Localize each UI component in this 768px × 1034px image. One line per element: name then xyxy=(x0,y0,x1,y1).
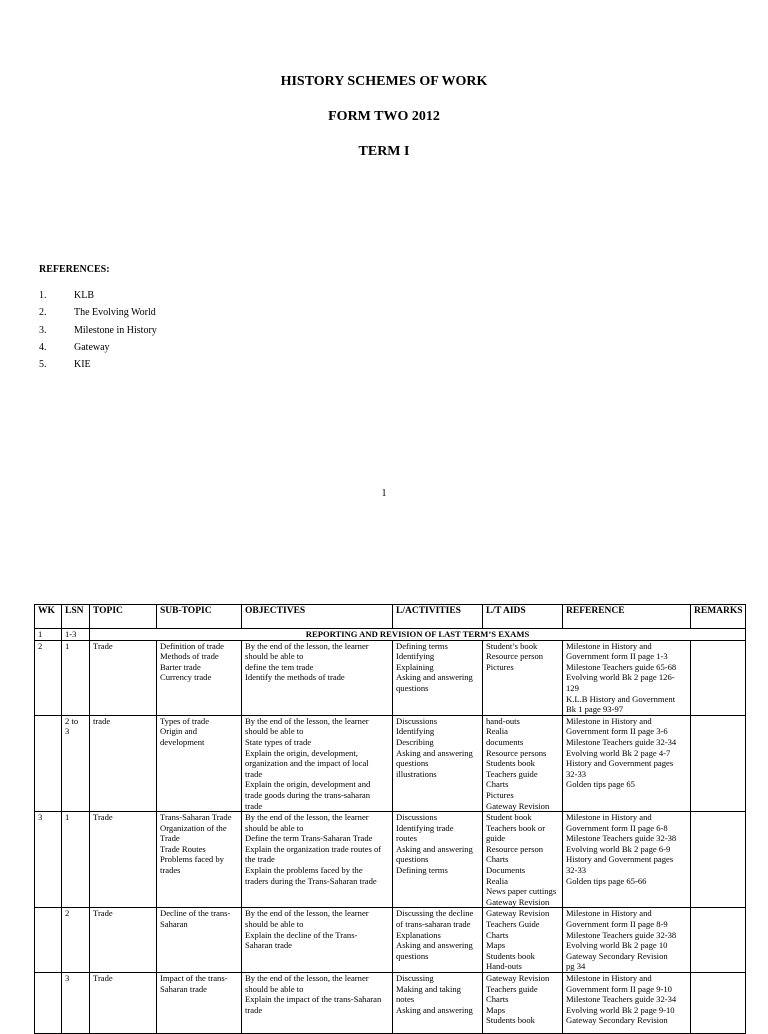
cell-line: Charts xyxy=(486,994,509,1005)
cell-line: hand-outs xyxy=(486,715,520,726)
reference-number: 5. xyxy=(39,359,47,371)
cell-line: Describing xyxy=(396,736,434,747)
cell-line: Defining terms xyxy=(396,865,448,876)
cell-line: should be able to xyxy=(245,726,304,737)
header-remarks: REMARKS xyxy=(691,605,746,629)
cell-lsn xyxy=(62,812,90,908)
table-row xyxy=(35,812,746,908)
cell-line: questions xyxy=(396,854,429,865)
cell-line: Realia xyxy=(486,875,508,886)
reference-text: KIE xyxy=(74,359,91,371)
cell-wk xyxy=(35,973,62,1034)
reference-item xyxy=(39,359,157,376)
cell-activities xyxy=(393,812,483,908)
reference-item xyxy=(39,342,157,359)
cell-line: Discussions xyxy=(396,812,438,823)
cell-line: Explain the problems faced by the xyxy=(245,865,363,876)
cell-remarks xyxy=(691,640,746,715)
cell-line: Teachers guide xyxy=(486,768,538,779)
cell-line: 1 xyxy=(65,640,70,651)
cell-lsn xyxy=(62,908,90,973)
cell-line: development xyxy=(160,736,205,747)
table-row xyxy=(35,908,746,973)
page-number: 1 xyxy=(381,488,387,499)
cell-line: should be able to xyxy=(245,983,304,994)
cell-line: Asking and answering xyxy=(396,672,473,683)
cell-line: Definition of trade xyxy=(160,640,224,651)
cell-line: Milestone Teachers guide 65-68 xyxy=(566,661,677,672)
cell-objectives xyxy=(242,640,393,715)
cell-line: Trans-Saharan Trade xyxy=(160,812,232,823)
cell-line: Saharan xyxy=(160,919,188,930)
cell-wk: 3 xyxy=(35,812,62,908)
cell-subtopic xyxy=(157,973,242,1034)
cell-line: Gateway Revision xyxy=(486,908,550,919)
cell-line: pg 34 xyxy=(566,961,586,972)
cell-wk: 2 xyxy=(35,640,62,715)
cell-line: Evolving world Bk 2 page 126- xyxy=(566,672,675,683)
cell-line: Milestone Teachers guide 32-38 xyxy=(566,833,677,844)
cell-line: Charts xyxy=(486,779,509,790)
cell-line: Impact of the trans- xyxy=(160,973,228,983)
cell-line: Explaining xyxy=(396,661,434,672)
cell-reference xyxy=(563,715,691,811)
cell-subtopic xyxy=(157,715,242,811)
term-heading: TERM I xyxy=(358,144,410,159)
cell-line: Charts xyxy=(486,929,509,940)
cell-wk xyxy=(35,908,62,973)
cell-remarks xyxy=(691,973,746,1034)
cell-line: trades xyxy=(160,865,181,876)
cell-line: History and Government pages xyxy=(566,758,674,769)
cell-line: Maps xyxy=(486,940,506,951)
cell-topic: trade xyxy=(90,715,157,811)
header-topic: TOPIC xyxy=(90,605,157,629)
document-title: HISTORY SCHEMES OF WORK xyxy=(280,74,488,89)
cell-line: Government form II page 3-6 xyxy=(566,726,668,737)
cell-line: Evolving world Bk 2 page 4-7 xyxy=(566,747,671,758)
reference-number: 1. xyxy=(39,290,47,301)
cell-line: the trade xyxy=(245,854,275,865)
cell-line: Documents xyxy=(486,865,526,876)
cell-line: Golden tips page 65-66 xyxy=(566,875,647,886)
reference-item xyxy=(39,307,157,324)
cell-remarks xyxy=(691,715,746,811)
cell-lsn xyxy=(62,973,90,1034)
cell-line: By the end of the lesson, the learner xyxy=(245,640,369,651)
cell-aids xyxy=(483,812,563,908)
cell-line: Milestone in History and xyxy=(566,908,652,919)
cell-line: Saharan trade xyxy=(245,940,293,951)
cell-line: Evolving world Bk 2 page 6-9 xyxy=(566,843,671,854)
cell-line: Realia xyxy=(486,726,508,737)
cell-line: By the end of the lesson, the learner xyxy=(245,973,369,983)
cell-line: questions xyxy=(396,758,429,769)
cell-line: Teachers guide xyxy=(486,983,538,994)
cell-wk: 1 xyxy=(35,629,62,641)
reference-item xyxy=(39,290,157,307)
cell-wk xyxy=(35,715,62,811)
cell-line: Gateway Revision xyxy=(486,800,550,811)
cell-line: Maps xyxy=(486,1004,506,1015)
cell-line: should be able to xyxy=(245,822,304,833)
cell-line: 2 to xyxy=(65,715,79,726)
cell-line: trade xyxy=(245,800,263,811)
form-heading: FORM TWO 2012 xyxy=(328,109,440,124)
cell-line: routes xyxy=(396,833,418,844)
cell-line: 3 xyxy=(65,726,70,737)
cell-line: By the end of the lesson, the learner xyxy=(245,715,369,726)
cell-line: 32-33 xyxy=(566,865,587,876)
cell-objectives xyxy=(242,973,393,1034)
cell-line: Asking and answering xyxy=(396,747,473,758)
table-row xyxy=(35,640,746,715)
cell-reference xyxy=(563,640,691,715)
cell-line: Resource persons xyxy=(486,747,547,758)
cell-line: Identifying xyxy=(396,726,435,737)
cell-line: Students book xyxy=(486,1015,535,1026)
header-aids: L/T AIDS xyxy=(483,605,563,629)
cell-line: By the end of the lesson, the learner xyxy=(245,908,369,919)
cell-remarks xyxy=(691,908,746,973)
cell-aids xyxy=(483,640,563,715)
table-row-banner xyxy=(35,629,746,641)
cell-line: Gateway Secondary Revision xyxy=(566,950,668,961)
cell-line: Discussing the decline xyxy=(396,908,474,919)
cell-line: Origin and xyxy=(160,726,197,737)
cell-aids xyxy=(483,908,563,973)
cell-line: Milestone in History and xyxy=(566,812,652,823)
cell-line: Explain the organization trade routes of xyxy=(245,843,382,854)
cell-reference xyxy=(563,908,691,973)
cell-line: Identifying xyxy=(396,651,435,662)
cell-line: Define the term Trans-Saharan Trade xyxy=(245,833,373,844)
cell-line: Explain the decline of the Trans- xyxy=(245,929,358,940)
cell-line: Asking and answering xyxy=(396,1004,473,1015)
cell-line: 3 xyxy=(65,973,70,983)
cell-topic: Trade xyxy=(90,640,157,715)
schemes-of-work-table xyxy=(34,604,746,1034)
cell-line: Evolving world Bk 2 page 9-10 xyxy=(566,1004,675,1015)
references-heading: REFERENCES: xyxy=(39,264,110,275)
cell-line: 129 xyxy=(566,682,579,693)
cell-line: Resource person xyxy=(486,843,544,854)
cell-line: Organization of the xyxy=(160,822,227,833)
cell-objectives xyxy=(242,812,393,908)
cell-line: Discussions xyxy=(396,715,438,726)
cell-line: Milestone Teachers guide 32-38 xyxy=(566,929,677,940)
cell-subtopic xyxy=(157,908,242,973)
cell-line: Students book xyxy=(486,758,535,769)
cell-line: 1 xyxy=(65,812,70,823)
reference-item xyxy=(39,325,157,342)
cell-lsn: 1-3 xyxy=(62,629,90,641)
cell-line: trade xyxy=(245,1004,263,1015)
cell-line: Problems faced by xyxy=(160,854,224,865)
cell-line: notes xyxy=(396,994,415,1005)
cell-line: Explain the origin, development, xyxy=(245,747,358,758)
cell-line: Trade Routes xyxy=(160,843,206,854)
cell-line: Milestone in History and xyxy=(566,640,652,651)
cell-line: K.L.B History and Government xyxy=(566,693,676,704)
cell-line: trade xyxy=(245,768,263,779)
reference-text: Gateway xyxy=(74,341,110,353)
table-header-row xyxy=(35,605,746,629)
header-activities: L/ACTIVITIES xyxy=(393,605,483,629)
cell-line: Hand-outs xyxy=(486,961,522,972)
cell-line: Gateway Revision xyxy=(486,973,550,983)
cell-line: Identifying trade xyxy=(396,822,454,833)
cell-line: guide xyxy=(486,833,506,844)
cell-subtopic xyxy=(157,812,242,908)
cell-aids xyxy=(483,715,563,811)
cell-line: Pictures xyxy=(486,789,514,800)
cell-activities xyxy=(393,973,483,1034)
cell-line: Saharan trade xyxy=(160,983,208,994)
cell-topic: Trade xyxy=(90,908,157,973)
reference-text: Milestone in History xyxy=(74,324,157,336)
cell-line: Gateway Revision xyxy=(486,896,550,907)
cell-line: Milestone in History and xyxy=(566,973,652,983)
cell-line: Defining terms xyxy=(396,640,448,651)
cell-line: Government form II page 9-10 xyxy=(566,983,672,994)
cell-line: Milestone Teachers guide 32-34 xyxy=(566,736,677,747)
cell-line: Government form II page 6-8 xyxy=(566,822,668,833)
cell-subtopic xyxy=(157,640,242,715)
cell-line: Asking and answering xyxy=(396,940,473,951)
cell-topic: Trade xyxy=(90,973,157,1034)
cell-line: By the end of the lesson, the learner xyxy=(245,812,369,823)
references-list xyxy=(39,290,157,376)
cell-line: Evolving world Bk 2 page 10 xyxy=(566,940,668,951)
cell-line: Students book xyxy=(486,950,535,961)
cell-line: define the tem trade xyxy=(245,661,314,672)
cell-line: Trade xyxy=(160,833,180,844)
table-row xyxy=(35,973,746,1034)
cell-line: of trans-saharan trade xyxy=(396,919,471,930)
reference-text: The Evolving World xyxy=(74,307,156,319)
cell-line: Milestone in History and xyxy=(566,715,652,726)
header-objectives: OBJECTIVES xyxy=(242,605,393,629)
cell-line: Government form II page 8-9 xyxy=(566,919,668,930)
cell-objectives xyxy=(242,715,393,811)
cell-line: Student’s book xyxy=(486,640,538,651)
cell-line: Types of trade xyxy=(160,715,210,726)
cell-activities xyxy=(393,908,483,973)
cell-line: Teachers Guide xyxy=(486,919,540,930)
cell-aids xyxy=(483,973,563,1034)
cell-line: illustrations xyxy=(396,768,437,779)
cell-line: trade goods during the trans-saharan xyxy=(245,789,371,800)
cell-reference xyxy=(563,812,691,908)
cell-line: Discussing xyxy=(396,973,434,983)
cell-line: State types of trade xyxy=(245,736,312,747)
cell-reference xyxy=(563,973,691,1034)
cell-activities xyxy=(393,640,483,715)
cell-topic: Trade xyxy=(90,812,157,908)
reference-text: KLB xyxy=(74,290,94,301)
cell-line: Gateway Secondary Revision xyxy=(566,1015,668,1026)
cell-remarks xyxy=(691,812,746,908)
table-row xyxy=(35,715,746,811)
header-wk: WK xyxy=(35,605,62,629)
cell-line: Methods of trade xyxy=(160,651,219,662)
cell-line: Resource person xyxy=(486,651,544,662)
cell-objectives xyxy=(242,908,393,973)
cell-line: Barter trade xyxy=(160,661,201,672)
cell-line: Explanations xyxy=(396,929,441,940)
cell-activities xyxy=(393,715,483,811)
cell-line: should be able to xyxy=(245,651,304,662)
cell-line: Explain the impact of the trans-Saharan xyxy=(245,994,382,1005)
cell-line: Explain the origin, development and xyxy=(245,779,371,790)
cell-line: Milestone Teachers guide 32-34 xyxy=(566,994,677,1005)
cell-line: Golden tips page 65 xyxy=(566,779,635,790)
reference-number: 3. xyxy=(39,324,47,336)
cell-line: Making and taking xyxy=(396,983,461,994)
cell-line: Pictures xyxy=(486,661,514,672)
cell-line: Charts xyxy=(486,854,509,865)
cell-line: 32-33 xyxy=(566,768,587,779)
cell-line: Student book xyxy=(486,812,532,823)
cell-line: questions xyxy=(396,950,429,961)
cell-line: questions xyxy=(396,682,429,693)
cell-lsn xyxy=(62,715,90,811)
cell-line: Currency trade xyxy=(160,672,212,683)
header-reference: REFERENCE xyxy=(563,605,691,629)
cell-line: 2 xyxy=(65,908,70,919)
cell-lsn xyxy=(62,640,90,715)
cell-line: Bk 1 page 93-97 xyxy=(566,704,624,715)
reference-number: 2. xyxy=(39,307,47,319)
cell-line: Government form II page 1-3 xyxy=(566,651,668,662)
cell-line: documents xyxy=(486,736,524,747)
cell-line: should be able to xyxy=(245,919,304,930)
cell-line: Teachers book or xyxy=(486,822,546,833)
cell-line: News paper cuttings xyxy=(486,886,557,897)
cell-line: Asking and answering xyxy=(396,843,473,854)
cell-line: History and Government pages xyxy=(566,854,674,865)
cell-line: Decline of the trans- xyxy=(160,908,231,919)
cell-line: organization and the impact of local xyxy=(245,758,369,769)
reference-number: 4. xyxy=(39,341,47,353)
header-lsn: LSN xyxy=(62,605,90,629)
cell-line: Identify the methods of trade xyxy=(245,672,345,683)
banner-cell: REPORTING AND REVISION OF LAST TERM’S EXAMS xyxy=(90,629,746,641)
header-subtopic: SUB-TOPIC xyxy=(157,605,242,629)
cell-line: traders during the Trans-Saharan trade xyxy=(245,875,377,886)
